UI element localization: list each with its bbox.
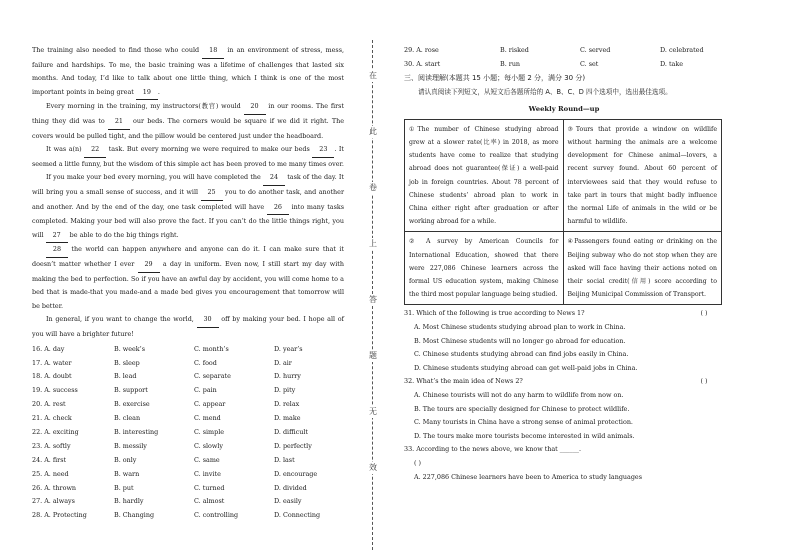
option-row xyxy=(32,412,344,426)
margin-char: 效 xyxy=(369,463,377,472)
option-choice: D. air xyxy=(274,358,292,367)
cloze-blank: 21 xyxy=(108,115,130,130)
option-choice: 30. A. start xyxy=(404,60,441,69)
margin-char: 卷 xyxy=(369,183,377,192)
passage-text: a day in uniform. Even now, I still start my day with making the bed to perfection. So if you have an awful day by accident, you will come home to a bed that is made-that you made-and a made bed gives you encouragement that tomorrow will be better. xyxy=(32,259,344,310)
option-choice: D. encourage xyxy=(274,469,318,478)
passage-paragraph xyxy=(32,171,344,243)
option-row xyxy=(32,384,344,398)
question-text: 33. According to the news above, we know that ______. xyxy=(404,445,581,454)
option-row xyxy=(32,509,344,523)
question-option: D. Chinese students studying abroad can get well-paid jobs in China. xyxy=(414,363,638,372)
option-choice: 22. A. exciting xyxy=(32,427,79,436)
option-choice: C. served xyxy=(580,46,611,55)
option-choice: B. messily xyxy=(114,441,147,450)
margin-char: 上 xyxy=(369,239,377,248)
passage-text: In general, if you want to change the world, xyxy=(46,315,197,324)
passage-text: task of the day. It will bring you a small sense of success, and it will xyxy=(32,173,344,196)
cloze-blank: 25 xyxy=(201,186,223,201)
option-choice: B. week’s xyxy=(114,344,145,353)
option-row xyxy=(32,481,344,495)
section-instruction: 请认真阅读下列短文，从短文后各题所给的 A、B、C、D 四个选项中，选出最佳选项。 xyxy=(418,87,672,96)
option-choice: C. mend xyxy=(194,414,221,423)
question-text: 31. Which of the following is true according to News 1? xyxy=(404,309,585,318)
margin-char: 在 xyxy=(369,71,377,80)
passage-text: our beds. The corners would be square if we did it right. The covers would be pulled tight, and the pillow would be centered just under the headboard. xyxy=(32,116,344,140)
question-option: C. Chinese students studying abroad can find jobs easily in China. xyxy=(414,350,629,359)
passage-text: in an environment of stress, mess, failure and hardships. To me, the basic training was a lifetime of challenges that lasted six months. And today, I’d like to talk about one little thing, which I think is one of the most important points in being great xyxy=(32,46,345,96)
cloze-blank: 29 xyxy=(138,258,160,273)
option-choice: 20. A. rest xyxy=(32,400,66,409)
option-row xyxy=(32,342,344,356)
question-stem xyxy=(404,375,724,389)
cloze-blank: 30 xyxy=(197,313,219,328)
option-choice: B. risked xyxy=(500,46,529,55)
question-option: ( ) xyxy=(414,458,422,467)
passage-text: Every morning in the training, my instructors(教官) would xyxy=(46,102,244,111)
passage-text: . xyxy=(157,87,160,96)
option-choice: B. sleep xyxy=(114,358,140,367)
option-choice: C. controlling xyxy=(194,511,239,520)
option-choice: D. divided xyxy=(274,483,307,492)
passage-text: off by making your bed. I hope all of you will have a brighter future! xyxy=(32,315,344,338)
passage-paragraph xyxy=(32,44,344,100)
passage-paragraph xyxy=(32,243,344,313)
option-choice: C. food xyxy=(194,358,217,367)
option-choice: D. easily xyxy=(274,497,302,506)
option-choice: D. hurry xyxy=(274,372,301,381)
option-choice: D. pity xyxy=(274,386,296,395)
option-choice: 23. A. softly xyxy=(32,441,71,450)
margin-char: 此 xyxy=(369,127,377,136)
question-options xyxy=(404,457,724,484)
option-row xyxy=(404,44,724,58)
option-choice: 17. A. water xyxy=(32,358,72,367)
reading-questions xyxy=(404,307,724,484)
option-choice: D. difficult xyxy=(274,427,308,436)
option-choice: C. turned xyxy=(194,483,225,492)
option-choice: C. set xyxy=(580,60,599,69)
option-choice: B. support xyxy=(114,386,148,395)
option-choice: 24. A. first xyxy=(32,455,67,464)
right-column xyxy=(404,44,724,484)
news-item-3: ③Tours that provide a window on wildlife without harming the animals are a welcome development for Chinese animal—lovers, a recent survey found. About 60 percent of interviewees said that they would refuse to take part in tours that might badly influence the normal Life of animals in the wild or be harmful to wildlife. xyxy=(563,119,722,232)
passage-text: The training also needed to find those who could xyxy=(32,46,203,54)
option-choice: B. hardly xyxy=(114,497,144,506)
news-item-2: ② A survey by American Councils for International Education, showed that there were 227,086 Chinese learners across the formal US education system, making Chinese the third most popular language being studied. xyxy=(405,232,564,305)
section-title: 三、阅读理解(本题共 15 小题；每小题 2 分，满分 30 分) xyxy=(404,74,586,82)
news-item-1: ①The number of Chinese studying abroad grew at a slower rate(比率) in 2018, as more students have come to realize that studying abroad does not guarantee(保证) a well-paid job in foreign countries. About 78 percent of Chinese students’ abroad plan to work in China either right after graduation or after working abroad for a while. xyxy=(405,119,564,232)
question-option: B. Most Chinese students will no longer go abroad for education. xyxy=(414,336,626,345)
option-choice: C. pain xyxy=(194,386,217,395)
option-choice: C. slowly xyxy=(194,441,224,450)
cloze-blank: 20 xyxy=(244,100,266,115)
margin-char: 无 xyxy=(369,407,377,416)
option-choice: C. almost xyxy=(194,497,225,506)
passage-text: . It seemed a little funny, but the wisdom of this simple act has been proved to me many times over. xyxy=(32,145,344,168)
option-choice: D. make xyxy=(274,414,301,423)
passage-paragraph xyxy=(32,100,344,143)
option-row xyxy=(32,370,344,384)
option-choice: B. exercise xyxy=(114,400,150,409)
option-choice: 28. A. Protecting xyxy=(32,511,87,520)
question-text: 32. What’s the main idea of News 2? xyxy=(404,377,523,386)
option-row xyxy=(32,398,344,412)
passage-text: If you make your bed every morning, you will have completed the xyxy=(46,173,263,182)
cloze-blank: 24 xyxy=(263,171,285,186)
news-table xyxy=(404,119,722,306)
option-choice: C. month’s xyxy=(194,344,229,353)
cloze-options-left xyxy=(32,342,344,523)
option-choice: D. celebrated xyxy=(660,46,704,55)
option-choice: C. appear xyxy=(194,400,226,409)
passage-text: you to do another task, and another and another. And by the end of the day, one task completed will have xyxy=(32,187,344,211)
question-options xyxy=(404,321,724,375)
margin-char: 题 xyxy=(369,351,377,360)
option-choice: B. warn xyxy=(114,469,140,478)
news-title: Weekly Round—up xyxy=(528,105,600,114)
option-choice: D. take xyxy=(660,60,683,69)
option-choice: 16. A. day xyxy=(32,344,65,353)
passage-text: into many tasks completed. Making your bed will also prove the fact. If you can’t do the little things right, you will xyxy=(32,202,345,239)
option-row xyxy=(404,58,724,72)
option-choice: 18. A. doubt xyxy=(32,372,72,381)
option-choice: 19. A. success xyxy=(32,386,78,395)
option-choice: C. separate xyxy=(194,372,231,381)
option-row xyxy=(32,440,344,454)
option-choice: 27. A. always xyxy=(32,497,75,506)
option-choice: D. year’s xyxy=(274,344,303,353)
cloze-options-right xyxy=(404,44,724,72)
cloze-blank: 18 xyxy=(202,44,224,59)
question-option: C. Many tourists in China have a strong sense of animal protection. xyxy=(414,418,633,427)
passage-paragraph xyxy=(32,313,344,341)
option-choice: B. only xyxy=(114,455,137,464)
passage-text: the world can happen anywhere and anyone can do it. I can make sure that it doesn’t matter whether I ever xyxy=(32,245,344,268)
question-option: A. 227,086 Chinese learners have been to America to study languages xyxy=(414,472,642,481)
option-choice: D. perfectly xyxy=(274,441,312,450)
option-choice: B. lead xyxy=(114,372,137,381)
option-choice: D. last xyxy=(274,455,295,464)
option-choice: D. Connecting xyxy=(274,511,321,520)
option-choice: B. clean xyxy=(114,414,141,423)
option-row xyxy=(32,467,344,481)
option-choice: 25. A. need xyxy=(32,469,69,478)
passage-text: task. But every morning we were required to make our beds xyxy=(106,145,313,154)
option-choice: B. run xyxy=(500,60,521,69)
question-stem xyxy=(404,307,724,321)
passage-text: be able to do the big things right. xyxy=(67,230,179,239)
option-row xyxy=(32,454,344,468)
option-choice: C. simple xyxy=(194,427,225,436)
option-choice: 21. A. check xyxy=(32,414,72,423)
cloze-blank: 19 xyxy=(136,86,158,101)
question-stem xyxy=(404,443,724,457)
news-item-4: ④Passengers found eating or drinking on the Beijing subway who do not stop when they are asked will face having their actions noted on their social credit(信用) score according to Beijing Municipal Commission of Transport. xyxy=(563,232,722,305)
option-choice: 29. A. rose xyxy=(404,46,439,55)
margin-char: 答 xyxy=(369,295,377,304)
cloze-passage xyxy=(32,44,344,341)
option-choice: D. relax xyxy=(274,400,300,409)
binding-margin-notice xyxy=(367,70,379,518)
question-option: B. The tours are specially designed for Chinese to protect wildlife. xyxy=(414,404,630,413)
option-row xyxy=(32,495,344,509)
cloze-blank: 26 xyxy=(267,201,289,216)
cloze-blank: 27 xyxy=(46,229,68,244)
left-column xyxy=(32,44,344,523)
question-option: A. Most Chinese students studying abroad plan to work in China. xyxy=(414,323,626,332)
passage-text: It was a(n) xyxy=(46,145,85,154)
cloze-blank: 22 xyxy=(84,143,106,158)
option-choice: C. same xyxy=(194,455,220,464)
option-row xyxy=(32,426,344,440)
question-option: A. Chinese tourists will not do any harm to wildlife from now on. xyxy=(414,390,624,399)
cloze-blank: 23 xyxy=(312,143,334,158)
option-choice: B. Changing xyxy=(114,511,155,520)
answer-bracket[interactable]: ( ) xyxy=(700,309,708,318)
option-row xyxy=(32,356,344,370)
cloze-blank: 28 xyxy=(46,243,68,258)
passage-paragraph xyxy=(32,143,344,171)
option-choice: B. interesting xyxy=(114,427,159,436)
option-choice: 26. A. thrown xyxy=(32,483,77,492)
passage-text: in our rooms. The first thing they did was to xyxy=(32,102,344,125)
option-choice: B. put xyxy=(114,483,134,492)
answer-bracket[interactable]: ( ) xyxy=(700,377,708,386)
question-option: D. The tours make more tourists become interested in wild animals. xyxy=(414,431,635,440)
option-choice: C. invite xyxy=(194,469,221,478)
question-options xyxy=(404,389,724,443)
